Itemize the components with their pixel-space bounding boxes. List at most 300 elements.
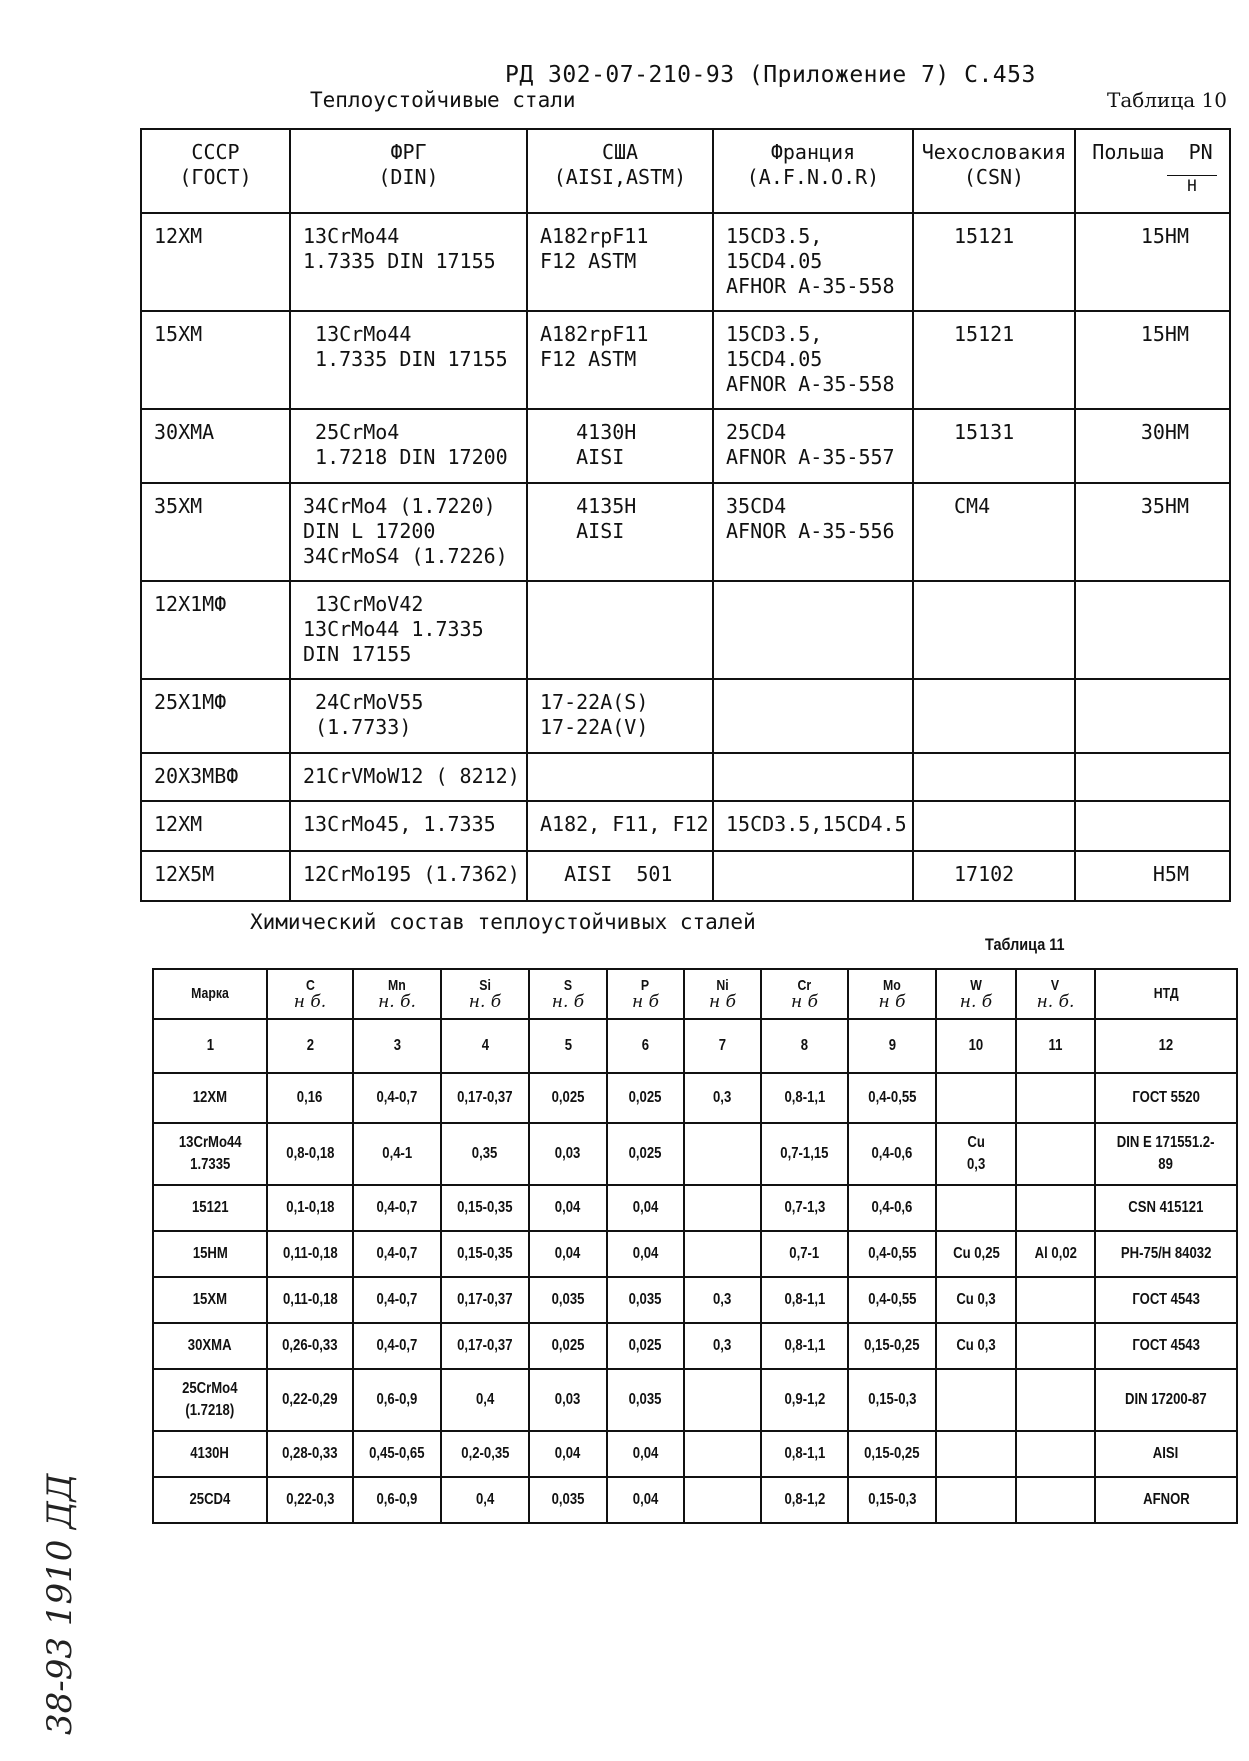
table11-row: [153, 1277, 1237, 1323]
cell-france-grade: 15CD3.5,15CD4.5: [713, 801, 913, 851]
section-subtitle: Теплоустойчивые стали: [310, 88, 576, 112]
chem-value: 0,4-0,55: [867, 1245, 917, 1262]
chem-cell: [1095, 1277, 1237, 1323]
column-number: [1095, 1019, 1237, 1073]
chem-cell: [1095, 1431, 1237, 1477]
header-col-1: [153, 969, 267, 1019]
cell-france-grade: [713, 679, 913, 753]
header-poland-label: Польша PN: [1092, 140, 1213, 164]
column-number-text: 6: [641, 1037, 650, 1054]
chem-cell: [529, 1369, 607, 1431]
chem-cell: [441, 1477, 529, 1523]
header-element: V: [1051, 977, 1060, 994]
chem-value: 0,15-0,3: [867, 1491, 917, 1508]
column-number: [353, 1019, 441, 1073]
chem-value: ГОСТ 4543: [1132, 1337, 1200, 1354]
chem-cell: [529, 1431, 607, 1477]
chem-cell: [153, 1431, 267, 1477]
header-limit-note: н б.: [293, 992, 327, 1012]
chem-cell: [607, 1431, 684, 1477]
header-czech: Чехословакия (CSN): [913, 129, 1075, 213]
chem-cell: [529, 1323, 607, 1369]
chem-value: 0,15-0,3: [867, 1391, 917, 1408]
chem-value: DIN E 171551.2- 89: [1117, 1134, 1215, 1173]
chem-cell: [529, 1073, 607, 1123]
chem-value: 0,8-1,1: [784, 1291, 825, 1308]
cell-czech-grade: [913, 581, 1075, 679]
chem-cell: [529, 1185, 607, 1231]
chem-cell: [153, 1073, 267, 1123]
chem-value: 0,4-0,7: [376, 1245, 418, 1262]
chem-value: 25CrMo4 (1.7218): [182, 1380, 238, 1419]
chem-cell: [684, 1231, 761, 1277]
chem-value: 0,035: [551, 1491, 585, 1508]
table11-label: Таблица 11: [985, 935, 1065, 954]
document-reference: РД 302-07-210-93 (Приложение 7) С.453: [505, 62, 1036, 88]
cell-usa-grade: [527, 753, 713, 801]
cell-poland-grade: [1075, 753, 1230, 801]
cell-usa-grade: A182, F11, F12: [527, 801, 713, 851]
chem-cell: [1095, 1123, 1237, 1185]
cell-usa-grade: 4130H AISI: [527, 409, 713, 483]
chem-value: 0,03: [555, 1391, 581, 1408]
table10-row: [141, 311, 1230, 409]
chem-value: 0,7-1: [789, 1245, 820, 1262]
chem-cell: [848, 1323, 936, 1369]
cell-czech-grade: 15121: [913, 213, 1075, 311]
chem-value: 0,16: [297, 1089, 323, 1106]
header-element: Mn: [388, 977, 406, 994]
chem-cell: [607, 1073, 684, 1123]
cell-ussr-grade: 20Х3МВФ: [141, 753, 290, 801]
table11-row: [153, 1369, 1237, 1431]
chem-cell: [267, 1277, 353, 1323]
chem-value: 0,26-0,33: [282, 1337, 338, 1354]
column-number-text: 4: [481, 1037, 489, 1054]
column-number: [936, 1019, 1016, 1073]
table10-row: [141, 801, 1230, 851]
table11-header-row: [153, 969, 1237, 1019]
chem-cell: [848, 1277, 936, 1323]
chem-cell: [1016, 1323, 1095, 1369]
cell-frg-grade: 24CrMoV55 (1.7733): [290, 679, 527, 753]
chem-cell: [1016, 1477, 1095, 1523]
header-element: НТД: [1153, 985, 1179, 1002]
chem-value: 0,04: [632, 1491, 659, 1508]
chem-value: 0,4-1: [382, 1145, 412, 1162]
cell-czech-grade: СМ4: [913, 483, 1075, 581]
chem-cell: [1095, 1369, 1237, 1431]
chem-cell: [441, 1073, 529, 1123]
cell-france-grade: 25CD4 AFNOR A-35-557: [713, 409, 913, 483]
chem-cell: [684, 1185, 761, 1231]
chem-value: AISI: [1153, 1445, 1179, 1462]
chem-value: 0,6-0,9: [376, 1391, 418, 1408]
chem-cell: [153, 1123, 267, 1185]
header-element: S: [563, 977, 573, 994]
chem-value: 0,04: [632, 1199, 659, 1216]
table11-row: [153, 1323, 1237, 1369]
chem-value: 0,11-0,18: [282, 1291, 338, 1308]
chem-value: 0,8-1,1: [784, 1337, 825, 1354]
chem-cell: [761, 1123, 848, 1185]
chem-cell: [684, 1123, 761, 1185]
chem-value: 0,03: [555, 1145, 581, 1162]
chem-value: 15НМ: [192, 1245, 228, 1262]
chem-value: 0,17-0,37: [457, 1337, 513, 1354]
chem-cell: [848, 1073, 936, 1123]
chem-value: 0,22-0,29: [282, 1391, 338, 1408]
chem-cell: [761, 1323, 848, 1369]
table10-row: [141, 679, 1230, 753]
column-number: [267, 1019, 353, 1073]
header-col-5: [529, 969, 607, 1019]
chem-cell: [153, 1477, 267, 1523]
header-col-3: [353, 969, 441, 1019]
chem-cell: [353, 1477, 441, 1523]
chem-value: 0,04: [555, 1445, 581, 1462]
chem-cell: [267, 1323, 353, 1369]
chem-cell: [353, 1073, 441, 1123]
chem-value: Cu 0,25: [952, 1245, 1000, 1262]
chem-cell: [761, 1185, 848, 1231]
chem-value: 0,28-0,33: [282, 1445, 338, 1462]
chem-cell: [607, 1185, 684, 1231]
chem-value: 0,17-0,37: [457, 1291, 513, 1308]
chem-cell: [607, 1477, 684, 1523]
chem-value: 0,8-0,18: [285, 1145, 335, 1162]
chem-cell: [1095, 1323, 1237, 1369]
chem-cell: [684, 1073, 761, 1123]
header-element: Cr: [797, 977, 812, 994]
header-element: Марка: [191, 985, 229, 1002]
chem-value: 0,15-0,35: [457, 1199, 513, 1216]
column-number-text: 8: [800, 1037, 809, 1054]
cell-frg-grade: 21CrVMoW12 ( 8212): [290, 753, 527, 801]
chem-cell: [353, 1185, 441, 1231]
chem-cell: [441, 1123, 529, 1185]
chem-value: 0,22-0,3: [285, 1491, 335, 1508]
chem-value: 0,4-0,7: [376, 1291, 418, 1308]
cell-czech-grade: 15131: [913, 409, 1075, 483]
chem-value: 15ХМ: [192, 1291, 228, 1308]
chem-value: 0,04: [555, 1199, 581, 1216]
chem-value: 0,7-1,3: [784, 1199, 825, 1216]
header-col-6: [607, 969, 684, 1019]
cell-frg-grade: 13CrMoV42 13CrMo44 1.7335 DIN 17155: [290, 581, 527, 679]
chem-cell: [353, 1369, 441, 1431]
chem-value: 0,04: [632, 1445, 659, 1462]
cell-czech-grade: [913, 679, 1075, 753]
cell-usa-grade: A182rpF11 F12 ASTM: [527, 311, 713, 409]
header-limit-note: н. б.: [378, 992, 416, 1012]
cell-frg-grade: 34CrMo4 (1.7220) DIN L 17200 34CrMoS4 (1.7226): [290, 483, 527, 581]
chem-value: 0,8-1,2: [784, 1491, 825, 1508]
chem-value: 12ХМ: [192, 1089, 228, 1106]
chem-value: 0,3: [713, 1337, 732, 1354]
header-ussr: СССР (ГОСТ): [141, 129, 290, 213]
table11-row: [153, 1231, 1237, 1277]
column-number-text: 12: [1158, 1037, 1174, 1054]
chem-cell: [936, 1477, 1016, 1523]
cell-ussr-grade: 15ХМ: [141, 311, 290, 409]
chem-value: ГОСТ 4543: [1132, 1291, 1200, 1308]
chem-value: 0,7-1,15: [780, 1145, 829, 1162]
chem-cell: [936, 1123, 1016, 1185]
cell-poland-grade: 30НМ: [1075, 409, 1230, 483]
chem-cell: [529, 1123, 607, 1185]
chem-cell: [267, 1123, 353, 1185]
chem-value: Al 0,02: [1034, 1245, 1077, 1262]
cell-ussr-grade: 25Х1МФ: [141, 679, 290, 753]
header-col-12: [1095, 969, 1237, 1019]
table11-row: [153, 1123, 1237, 1185]
chem-value: 0,45-0,65: [369, 1445, 425, 1462]
cell-czech-grade: 15121: [913, 311, 1075, 409]
column-number-text: 3: [393, 1037, 401, 1054]
chem-value: 0,4-0,6: [871, 1199, 913, 1216]
cell-ussr-grade: 12ХМ: [141, 213, 290, 311]
cell-usa-grade: AISI 501: [527, 851, 713, 901]
table10-row: [141, 213, 1230, 311]
cell-ussr-grade: 35ХМ: [141, 483, 290, 581]
chem-value: 0,035: [551, 1291, 585, 1308]
chem-cell: [684, 1277, 761, 1323]
chem-value: PH-75/H 84032: [1120, 1245, 1212, 1262]
chem-cell: [761, 1073, 848, 1123]
chem-cell: [1016, 1123, 1095, 1185]
chem-value: 13CrMo44 1.7335: [178, 1134, 242, 1173]
chem-cell: [848, 1123, 936, 1185]
chem-cell: [684, 1323, 761, 1369]
header-limit-note: н. б: [468, 992, 502, 1012]
chem-value: 4130H: [190, 1445, 230, 1462]
cell-frg-grade: 13CrMo44 1.7335 DIN 17155: [290, 311, 527, 409]
header-limit-note: н б: [632, 992, 659, 1012]
chem-cell: [153, 1323, 267, 1369]
chem-cell: [936, 1431, 1016, 1477]
chem-cell: [1016, 1369, 1095, 1431]
chem-cell: [936, 1323, 1016, 1369]
table10-row: [141, 483, 1230, 581]
chem-cell: [441, 1323, 529, 1369]
chem-value: CSN 415121: [1128, 1199, 1204, 1216]
chem-cell: [848, 1477, 936, 1523]
chem-value: 0,3: [713, 1089, 732, 1106]
cell-ussr-grade: 12Х1МФ: [141, 581, 290, 679]
header-col-11: [1016, 969, 1095, 1019]
header-france: Франция (A.F.N.O.R): [713, 129, 913, 213]
header-limit-note: н. б: [551, 992, 585, 1012]
chem-cell: [441, 1277, 529, 1323]
cell-ussr-grade: 12ХМ: [141, 801, 290, 851]
chem-cell: [1016, 1073, 1095, 1123]
chem-cell: [848, 1369, 936, 1431]
chem-value: 0,025: [629, 1337, 662, 1354]
cell-poland-grade: [1075, 679, 1230, 753]
chem-value: 25CD4: [189, 1491, 231, 1508]
chem-cell: [607, 1231, 684, 1277]
chem-cell: [848, 1431, 936, 1477]
chem-value: 0,4-0,7: [376, 1089, 418, 1106]
header-limit-note: н. б.: [1036, 992, 1075, 1012]
cell-ussr-grade: 30ХМА: [141, 409, 290, 483]
header-col-9: [848, 969, 936, 1019]
cell-usa-grade: 17-22A(S) 17-22A(V): [527, 679, 713, 753]
column-number: [529, 1019, 607, 1073]
chem-cell: [267, 1477, 353, 1523]
column-number: [153, 1019, 267, 1073]
column-number-text: 5: [564, 1037, 572, 1054]
column-number-text: 1: [206, 1037, 214, 1054]
table10-row: [141, 409, 1230, 483]
chem-cell: [353, 1231, 441, 1277]
chem-cell: [441, 1231, 529, 1277]
column-number: [848, 1019, 936, 1073]
chem-value: 0,8-1,1: [784, 1445, 825, 1462]
chem-cell: [353, 1323, 441, 1369]
chem-value: 0,8-1,1: [784, 1089, 825, 1106]
chem-value: AFNOR: [1142, 1491, 1190, 1508]
cell-france-grade: [713, 851, 913, 901]
chem-cell: [607, 1277, 684, 1323]
chem-cell: [684, 1369, 761, 1431]
chem-cell: [1016, 1185, 1095, 1231]
chem-value: DIN 17200-87: [1125, 1391, 1207, 1408]
cell-ussr-grade: 12Х5М: [141, 851, 290, 901]
chem-value: 0,15-0,35: [457, 1245, 513, 1262]
cell-frg-grade: 13CrMo44 1.7335 DIN 17155: [290, 213, 527, 311]
chem-cell: [607, 1369, 684, 1431]
chem-value: 0,15-0,25: [864, 1337, 920, 1354]
chem-cell: [353, 1431, 441, 1477]
cell-poland-grade: Н5М: [1075, 851, 1230, 901]
chem-cell: [936, 1073, 1016, 1123]
chem-cell: [153, 1277, 267, 1323]
cell-france-grade: 15CD3.5, 15CD4.05 AFNOR A-35-558: [713, 311, 913, 409]
cell-czech-grade: [913, 801, 1075, 851]
header-col-8: [761, 969, 848, 1019]
chem-cell: [267, 1431, 353, 1477]
cell-poland-grade: [1075, 801, 1230, 851]
chem-cell: [684, 1477, 761, 1523]
cell-france-grade: [713, 581, 913, 679]
cell-france-grade: 35CD4 AFNOR A-35-556: [713, 483, 913, 581]
chem-cell: [607, 1323, 684, 1369]
chem-cell: [353, 1277, 441, 1323]
header-col-2: [267, 969, 353, 1019]
chem-cell: [1016, 1277, 1095, 1323]
chem-value: 0,04: [632, 1245, 659, 1262]
chem-value: 0,025: [551, 1089, 585, 1106]
header-poland: [1075, 129, 1230, 213]
chem-value: 0,15-0,25: [864, 1445, 920, 1462]
cell-frg-grade: 12CrMo195 (1.7362): [290, 851, 527, 901]
chem-cell: [607, 1123, 684, 1185]
chem-cell: [761, 1277, 848, 1323]
chem-value: 0,035: [629, 1291, 662, 1308]
chem-cell: [267, 1185, 353, 1231]
chem-cell: [684, 1431, 761, 1477]
header-col-10: [936, 969, 1016, 1019]
chem-value: 0,025: [629, 1145, 662, 1162]
header-poland-sub: H: [1167, 175, 1217, 196]
cell-poland-grade: 15НМ: [1075, 311, 1230, 409]
table11-row: [153, 1431, 1237, 1477]
table-10: [140, 128, 1231, 902]
table10-row: [141, 753, 1230, 801]
chem-value: 0,2-0,35: [460, 1445, 510, 1462]
chem-value: 0,4-0,55: [867, 1089, 917, 1106]
header-limit-note: н б: [791, 992, 818, 1012]
column-number-text: 11: [1048, 1037, 1063, 1054]
chem-value: 0,3: [713, 1291, 732, 1308]
column-number-text: 7: [718, 1037, 727, 1054]
header-col-7: [684, 969, 761, 1019]
chem-value: 0,4-0,55: [867, 1291, 917, 1308]
chem-cell: [761, 1477, 848, 1523]
chem-cell: [1016, 1431, 1095, 1477]
chem-cell: [267, 1369, 353, 1431]
table11-caption: Химический состав теплоустойчивых сталей: [250, 910, 756, 934]
table11-row: [153, 1073, 1237, 1123]
chem-value: 0,025: [629, 1089, 662, 1106]
table11-column-numbers: [153, 1019, 1237, 1073]
cell-czech-grade: 17102: [913, 851, 1075, 901]
chem-cell: [441, 1369, 529, 1431]
cell-czech-grade: [913, 753, 1075, 801]
chem-cell: [936, 1185, 1016, 1231]
chem-value: Cu 0,3: [966, 1134, 986, 1173]
chem-cell: [529, 1477, 607, 1523]
chem-cell: [848, 1185, 936, 1231]
chem-value: 0,1-0,18: [285, 1199, 335, 1216]
chem-value: 0,035: [629, 1391, 662, 1408]
column-number: [441, 1019, 529, 1073]
chem-value: 0,04: [555, 1245, 581, 1262]
chem-cell: [1095, 1073, 1237, 1123]
chem-cell: [529, 1277, 607, 1323]
chem-value: 0,4: [475, 1491, 495, 1508]
chem-cell: [353, 1123, 441, 1185]
table10-row: [141, 851, 1230, 901]
chem-value: 0,4-0,7: [376, 1337, 418, 1354]
chem-cell: [153, 1185, 267, 1231]
chem-value: 0,4-0,6: [871, 1145, 913, 1162]
chem-value: 0,6-0,9: [376, 1491, 418, 1508]
column-number: [761, 1019, 848, 1073]
chem-cell: [761, 1231, 848, 1277]
chem-cell: [1016, 1231, 1095, 1277]
column-number-text: 9: [888, 1037, 896, 1054]
chem-cell: [441, 1185, 529, 1231]
chem-value: 0,9-1,2: [784, 1391, 825, 1408]
chem-cell: [761, 1369, 848, 1431]
header-element: W: [970, 977, 982, 994]
cell-poland-grade: 35НМ: [1075, 483, 1230, 581]
chem-cell: [529, 1231, 607, 1277]
chem-value: 30ХМА: [188, 1337, 232, 1354]
chem-value: 15121: [191, 1199, 229, 1216]
cell-france-grade: [713, 753, 913, 801]
header-element: Si: [479, 977, 491, 994]
cell-frg-grade: 13CrMo45, 1.7335: [290, 801, 527, 851]
chem-cell: [267, 1231, 353, 1277]
column-number: [684, 1019, 761, 1073]
header-col-4: [441, 969, 529, 1019]
column-number-text: 10: [968, 1037, 984, 1054]
table10-label: Таблица 10: [1107, 88, 1227, 112]
